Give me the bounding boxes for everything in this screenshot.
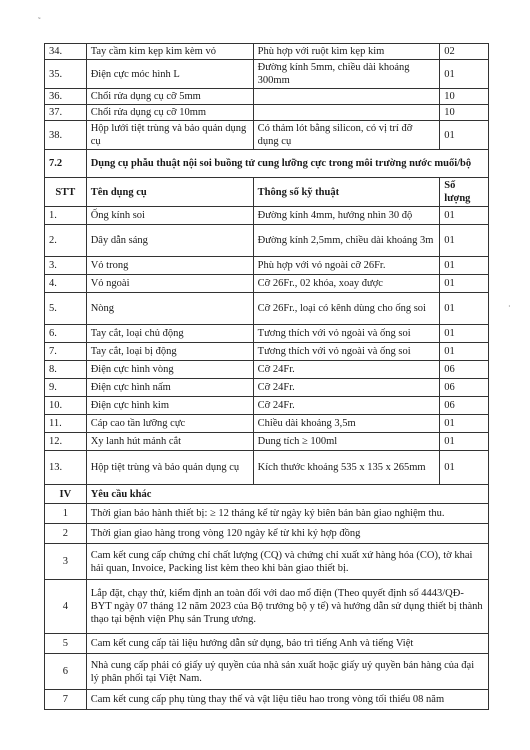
stt-cell: 3 — [45, 544, 87, 580]
item-name-cell: Điện cực hình kim — [86, 397, 253, 415]
qty-cell: 10 — [440, 105, 489, 121]
spec-cell: Chiều dài khoảng 3,5m — [253, 415, 440, 433]
spec-cell: Dung tích ≥ 100ml — [253, 433, 440, 451]
qty-cell: 01 — [440, 275, 489, 293]
requirement-row — [45, 690, 489, 710]
stt-cell: 1 — [45, 504, 87, 524]
spec-cell: Đường kính 4mm, hướng nhìn 30 độ — [253, 207, 440, 225]
table-row — [45, 361, 489, 379]
requirement-text: Nhà cung cấp phải có giấy uỷ quyền của nhà sản xuất hoặc giấy uỷ quyền bán hàng của đại lý phân phối tại Việt Nam. — [86, 654, 488, 690]
requirement-row — [45, 504, 489, 524]
spec-cell: Phù hợp với ruột kìm kẹp kim — [253, 44, 440, 60]
item-name-cell: Hộp tiệt trùng và bảo quản dụng cụ — [86, 451, 253, 485]
qty-cell: 01 — [440, 433, 489, 451]
section-number: 7.2 — [45, 150, 87, 178]
header-spec: Thông số kỹ thuật — [253, 178, 440, 207]
stt-cell: 4 — [45, 580, 87, 634]
stt-cell: 7 — [45, 690, 87, 710]
qty-cell: 06 — [440, 379, 489, 397]
table-row — [45, 397, 489, 415]
qty-cell: 01 — [440, 257, 489, 275]
spec-cell: Cỡ 24Fr. — [253, 379, 440, 397]
stt-cell: 7. — [45, 343, 87, 361]
stt-cell: 2. — [45, 225, 87, 257]
spec-cell: Cỡ 24Fr. — [253, 361, 440, 379]
spec-cell: Tương thích với vỏ ngoài và ống soi — [253, 325, 440, 343]
qty-cell: 06 — [440, 361, 489, 379]
requirement-row — [45, 654, 489, 690]
requirement-text: Thời gian giao hàng trong vòng 120 ngày kể từ khi ký hợp đồng — [86, 524, 488, 544]
spec-cell: Có thảm lót bằng silicon, có vị trí đỡ dụng cụ — [253, 121, 440, 150]
qty-cell: 06 — [440, 397, 489, 415]
table-row — [45, 379, 489, 397]
spec-cell: Cỡ 26Fr., loại có kênh dùng cho ống soi — [253, 293, 440, 325]
item-name-cell: Tay cắt, loại chủ động — [86, 325, 253, 343]
item-name-cell: Hộp lưới tiệt trùng và bảo quản dụng cụ — [86, 121, 253, 150]
spec-cell — [253, 105, 440, 121]
section-number: IV — [45, 485, 87, 504]
stt-cell: 8. — [45, 361, 87, 379]
item-name-cell: Chổi rửa dụng cụ cỡ 5mm — [86, 89, 253, 105]
item-name-cell: Cáp cao tần lưỡng cực — [86, 415, 253, 433]
requirement-row — [45, 544, 489, 580]
qty-cell: 01 — [440, 325, 489, 343]
table-row — [45, 293, 489, 325]
section-heading-row — [45, 150, 489, 178]
equipment-table — [44, 43, 489, 710]
header-name: Tên dụng cụ — [86, 178, 253, 207]
stt-cell: 2 — [45, 524, 87, 544]
stt-cell: 34. — [45, 44, 87, 60]
table-row — [45, 257, 489, 275]
qty-cell: 01 — [440, 60, 489, 89]
table-row — [45, 325, 489, 343]
spec-cell: Cỡ 26Fr., 02 khóa, xoay được — [253, 275, 440, 293]
qty-cell: 02 — [440, 44, 489, 60]
spec-cell: Kích thước khoảng 535 x 135 x 265mm — [253, 451, 440, 485]
item-name-cell: Nòng — [86, 293, 253, 325]
qty-cell: 01 — [440, 225, 489, 257]
qty-cell: 10 — [440, 89, 489, 105]
qty-cell: 01 — [440, 415, 489, 433]
requirement-text: Cam kết cung cấp phụ tùng thay thế và vật liệu tiêu hao trong vòng tối thiểu 08 năm — [86, 690, 488, 710]
stt-cell: 6 — [45, 654, 87, 690]
requirement-text: Lắp đặt, chạy thử, kiểm định an toàn đối với dao mổ điện (Theo quyết định số 4443/QĐ-BYT ngày 07 tháng 12 năm 2023 của Bộ trưởng bộ y tế) và hướng dẫn sử dụng thiết bị thành thạo tại bệnh viện Phụ sản Trung ương. — [86, 580, 488, 634]
stt-cell: 10. — [45, 397, 87, 415]
stt-cell: 5 — [45, 634, 87, 654]
requirement-row — [45, 524, 489, 544]
item-name-cell: Tay cắt, loại bị động — [86, 343, 253, 361]
qty-cell: 01 — [440, 121, 489, 150]
table-row — [45, 451, 489, 485]
item-name-cell: Chổi rửa dụng cụ cỡ 10mm — [86, 105, 253, 121]
stt-cell: 37. — [45, 105, 87, 121]
table-row — [45, 275, 489, 293]
stt-cell: 1. — [45, 207, 87, 225]
spec-cell: Đường kính 5mm, chiều dài khoảng 300mm — [253, 60, 440, 89]
item-name-cell: Ống kính soi — [86, 207, 253, 225]
table-header-row — [45, 178, 489, 207]
stt-cell: 9. — [45, 379, 87, 397]
item-name-cell: Dây dẫn sáng — [86, 225, 253, 257]
spec-cell: Tương thích với vỏ ngoài và ống soi — [253, 343, 440, 361]
stt-cell: 5. — [45, 293, 87, 325]
spec-cell: Đường kính 2,5mm, chiều dài khoảng 3m — [253, 225, 440, 257]
item-name-cell: Điện cực móc hình L — [86, 60, 253, 89]
scan-dot: · — [508, 302, 511, 311]
table-row — [45, 207, 489, 225]
qty-cell: 01 — [440, 451, 489, 485]
stt-cell: 13. — [45, 451, 87, 485]
requirement-text: Cam kết cung cấp tài liệu hướng dẫn sử dụng, bảo trì tiếng Anh và tiếng Việt — [86, 634, 488, 654]
scan-mark: ˜ — [38, 16, 41, 25]
item-name-cell: Điện cực hình vòng — [86, 361, 253, 379]
section-heading-row — [45, 485, 489, 504]
requirement-text: Thời gian bảo hành thiết bị: ≥ 12 tháng kể từ ngày ký biên bản bàn giao nghiệm thu. — [86, 504, 488, 524]
item-name-cell: Xy lanh hút mảnh cắt — [86, 433, 253, 451]
table-row — [45, 343, 489, 361]
stt-cell: 36. — [45, 89, 87, 105]
header-qty: Số lượng — [440, 178, 489, 207]
qty-cell: 01 — [440, 207, 489, 225]
stt-cell: 38. — [45, 121, 87, 150]
requirement-row — [45, 580, 489, 634]
table-row — [45, 433, 489, 451]
stt-cell: 11. — [45, 415, 87, 433]
qty-cell: 01 — [440, 343, 489, 361]
spec-cell: Cỡ 24Fr. — [253, 397, 440, 415]
table-row — [45, 121, 489, 150]
item-name-cell: Điện cực hình nấm — [86, 379, 253, 397]
stt-cell: 4. — [45, 275, 87, 293]
stt-cell: 6. — [45, 325, 87, 343]
item-name-cell: Vỏ ngoài — [86, 275, 253, 293]
header-stt: STT — [45, 178, 87, 207]
table-row — [45, 89, 489, 105]
table-row — [45, 44, 489, 60]
section-title: Dụng cụ phẫu thuật nội soi buồng tử cung lưỡng cực trong môi trường nước muối/bộ — [86, 150, 488, 178]
section-title: Yêu cầu khác — [86, 485, 488, 504]
item-name-cell: Vỏ trong — [86, 257, 253, 275]
table-row — [45, 60, 489, 89]
qty-cell: 01 — [440, 293, 489, 325]
spec-cell — [253, 89, 440, 105]
spec-cell: Phù hợp với vỏ ngoài cỡ 26Fr. — [253, 257, 440, 275]
requirement-text: Cam kết cung cấp chứng chỉ chất lượng (CQ) và chứng chỉ xuất xứ hàng hóa (CO), tờ khai hải quan, Invoice, Packing list kèm theo khi bàn giao thiết bị. — [86, 544, 488, 580]
stt-cell: 35. — [45, 60, 87, 89]
requirement-row — [45, 634, 489, 654]
table-row — [45, 415, 489, 433]
stt-cell: 12. — [45, 433, 87, 451]
table-row — [45, 105, 489, 121]
item-name-cell: Tay cầm kim kẹp kim kèm vỏ — [86, 44, 253, 60]
stt-cell: 3. — [45, 257, 87, 275]
table-row — [45, 225, 489, 257]
